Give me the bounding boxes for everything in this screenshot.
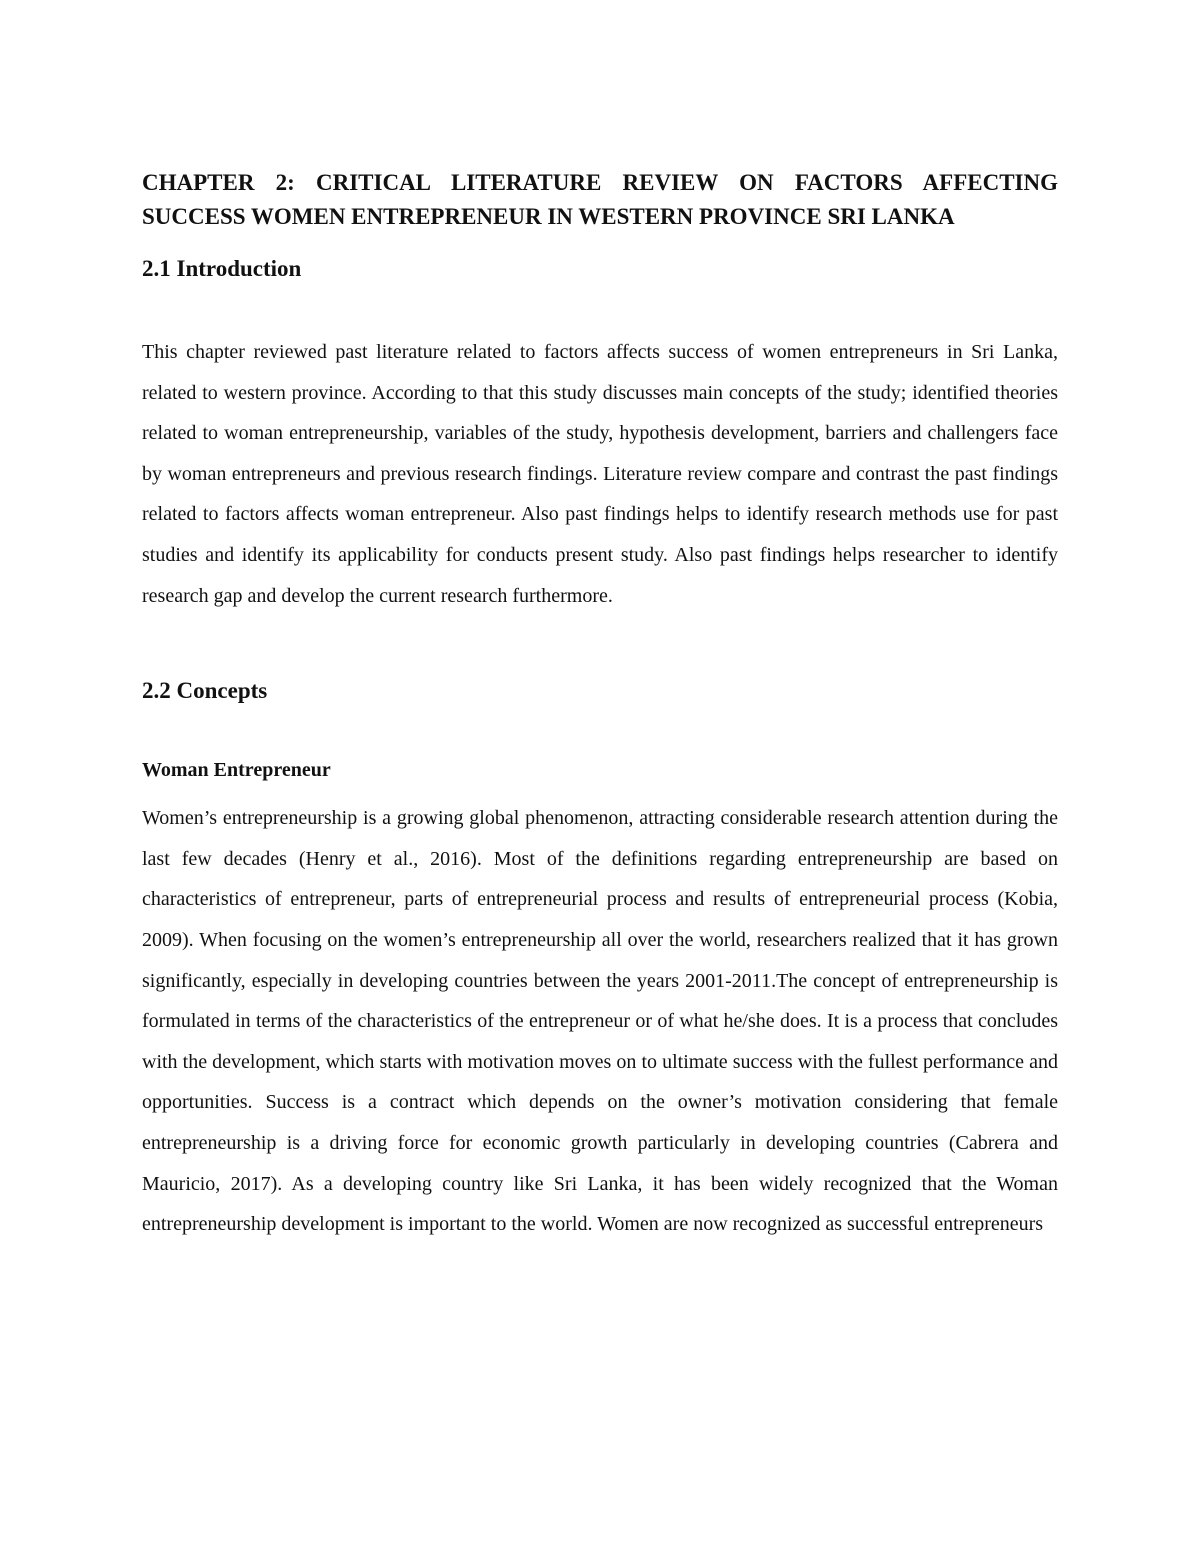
woman-entrepreneur-paragraph: Women’s entrepreneurship is a growing global phenomenon, attracting considerable research attention during the last few decades (Henry et al., 2016). Most of the definitions regarding entrepreneurship are based on characteristics of entrepreneur, parts of entrepreneurial process and results of entrepreneurial process (Kobia, 2009). When focusing on the women’s entrepreneurship all over the world, researchers realized that it has grown significantly, especially in developing countries between the years 2001-2011.The concept of entrepreneurship is formulated in terms of the characteristics of the entrepreneur or of what he/she does. It is a process that concludes with the development, which starts with motivation moves on to ultimate success with the fullest performance and opportunities. Success is a contract which depends on the owner’s motivation considering that female entrepreneurship is a driving force for economic growth particularly in developing countries (Cabrera and Mauricio, 2017). As a developing country like Sri Lanka, it has been widely recognized that the Woman entrepreneurship development is important to the world. Women are now recognized as successful entrepreneurs <box>142 807 1058 1236</box>
section-heading-introduction: 2.1 Introduction <box>142 256 302 281</box>
introduction-paragraph: This chapter reviewed past literature related to factors affects success of women entrepreneurs in Sri Lanka, related to western province. According to that this study discusses main concepts of the study; identified theories related to woman entrepreneurship, variables of the study, hypothesis development, barriers and challengers face by woman entrepreneurs and previous research findings. Literature review compare and contrast the past findings related to factors affects woman entrepreneur. Also past findings helps to identify research methods use for past studies and identify its applicability for conducts present study. Also past findings helps researcher to identify research gap and develop the current research furthermore. <box>142 341 1058 607</box>
subheading-woman-entrepreneur: Woman Entrepreneur <box>142 759 331 782</box>
document-page <box>142 166 1058 1245</box>
section-heading-concepts: 2.2 Concepts <box>142 678 268 704</box>
chapter-title: CHAPTER 2: CRITICAL LITERATURE REVIEW ON FACTORS AFFECTING SUCCESS WOMEN ENTREPRENEUR IN WESTERN PROVINCE SRI LANKA <box>142 170 1058 229</box>
